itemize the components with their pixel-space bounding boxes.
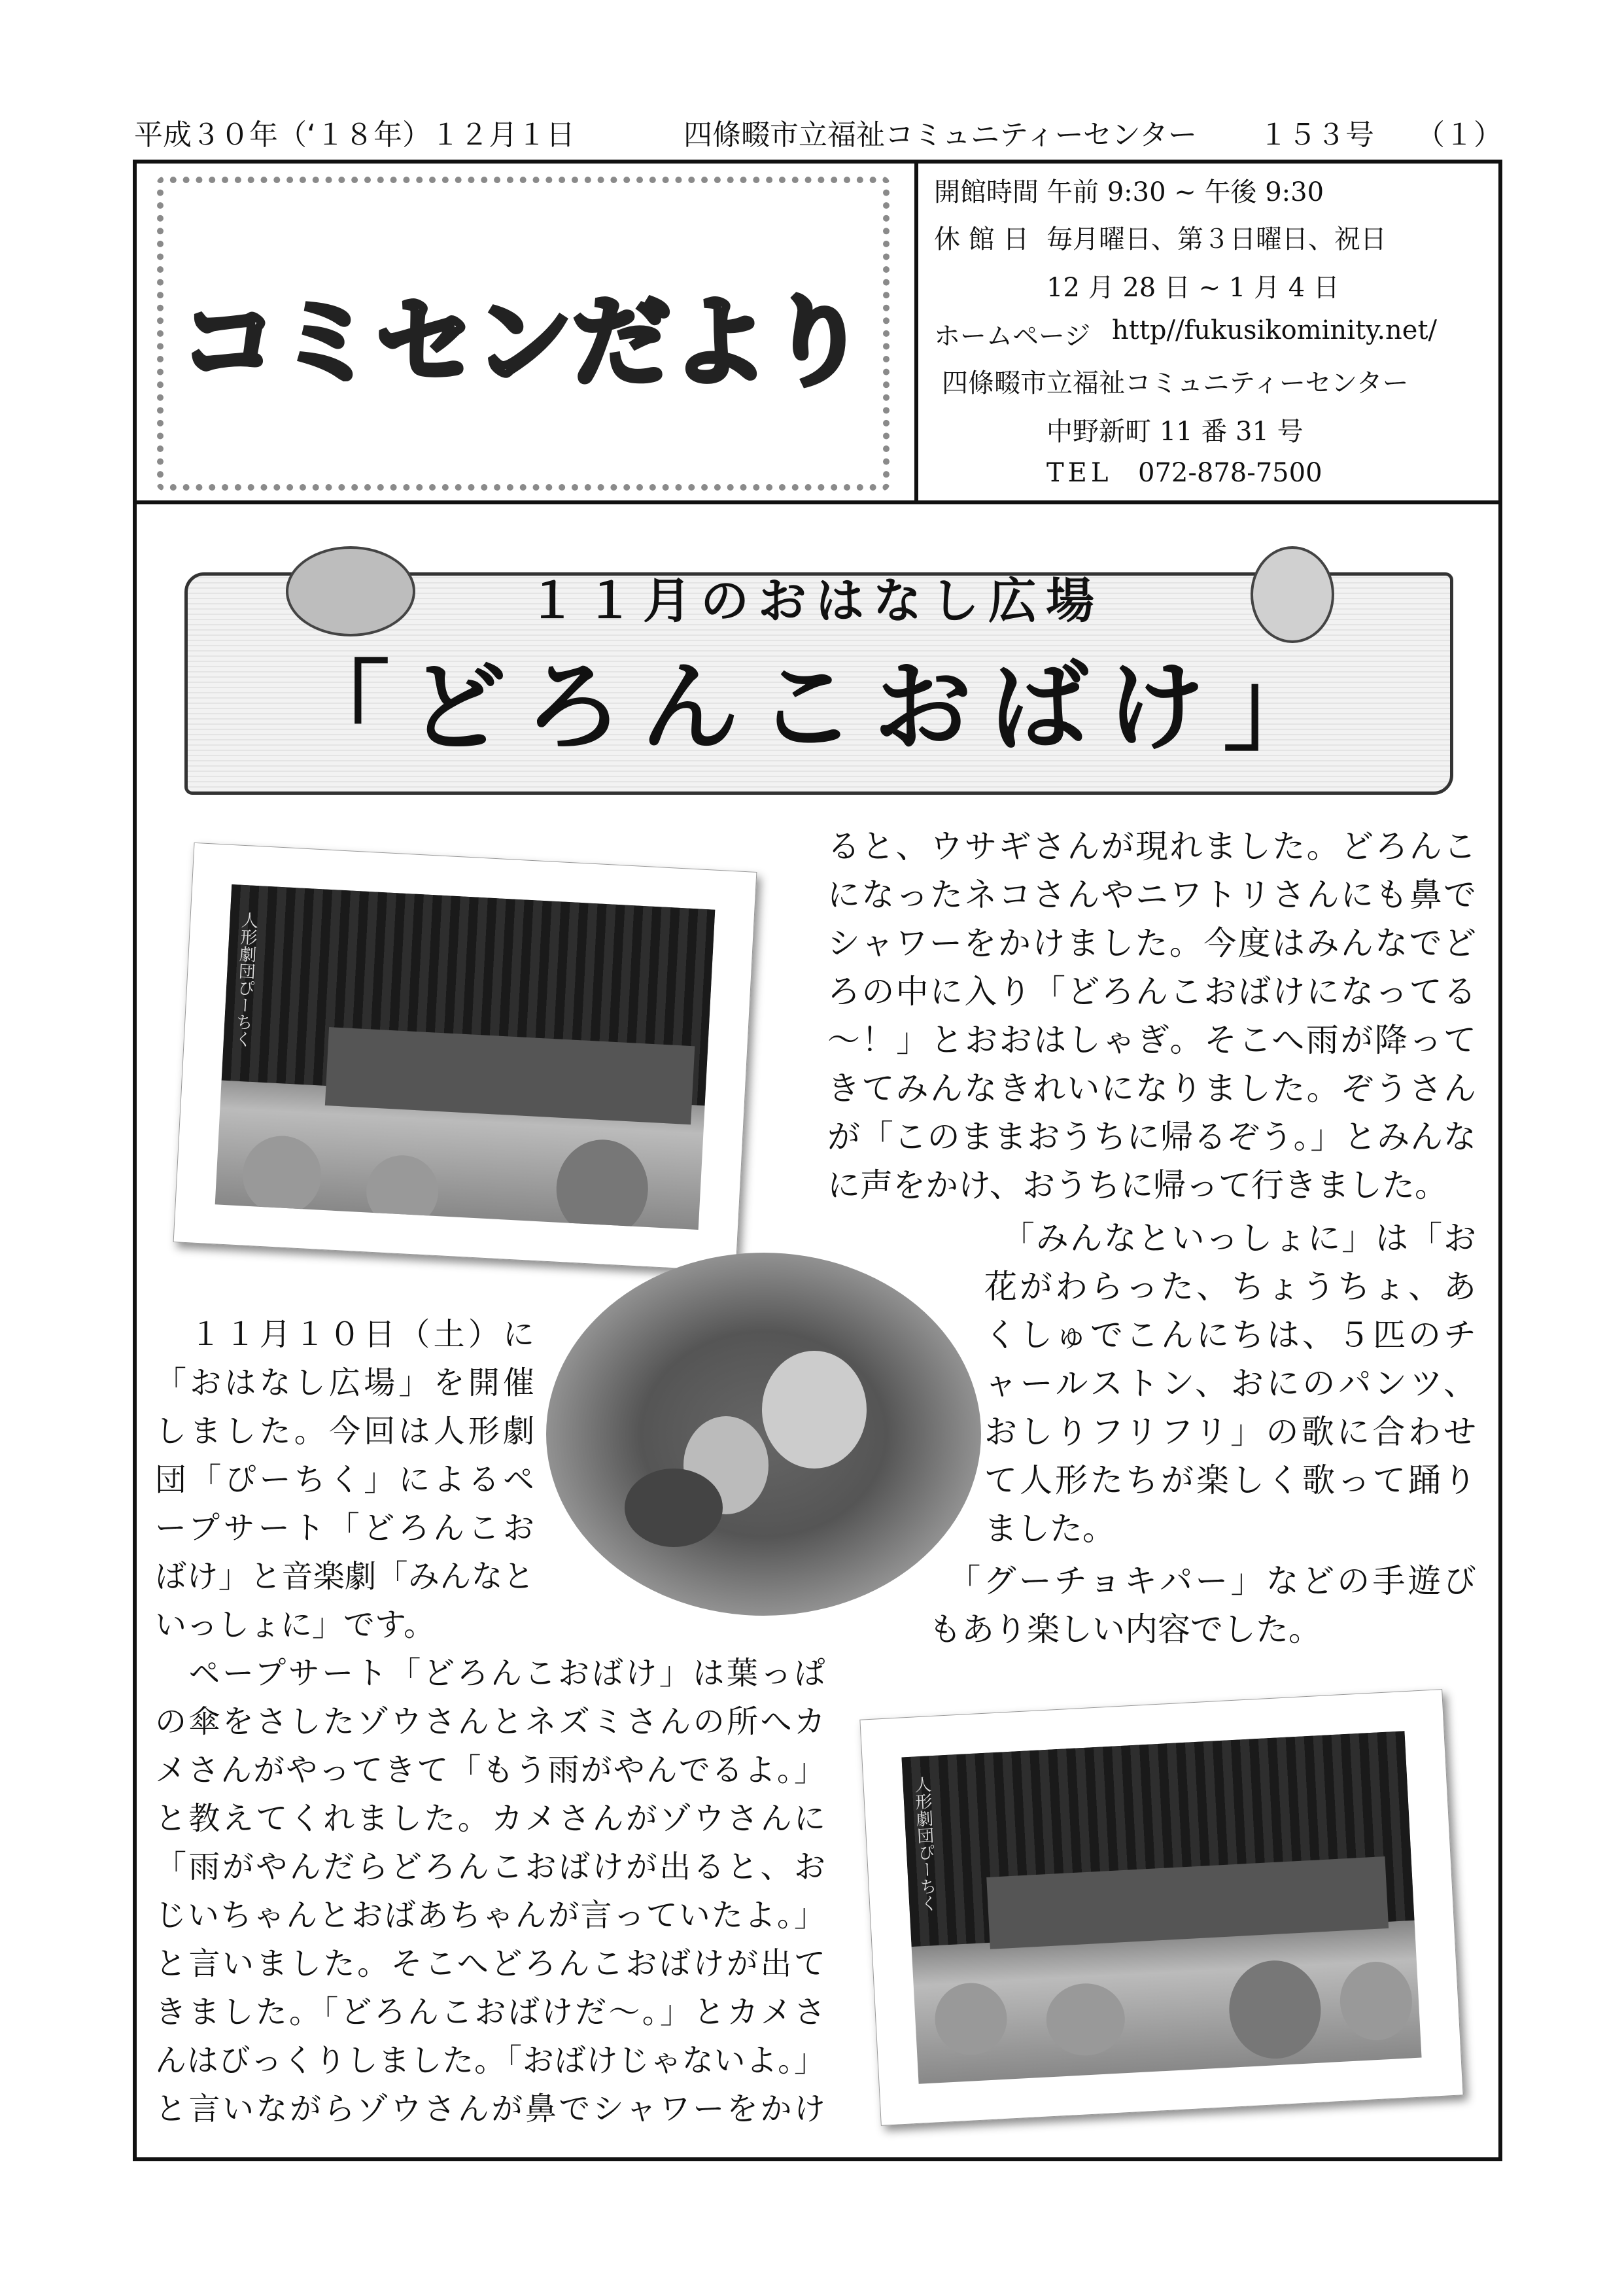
hours-value: 午前 9:30 ~ 午後 9:30	[1046, 177, 1324, 207]
page-header	[134, 111, 1501, 154]
text-line: が「このままおうちに帰るぞう。」とみんな	[827, 1118, 1476, 1156]
text-line: ると、ウサギさんが現れました。どろんこ	[827, 827, 1476, 865]
text-line: 「グーチョキパー」などの手遊び	[929, 1562, 1476, 1600]
text-line: 団「ぴーちく」によるペ	[155, 1461, 534, 1498]
photo-audience	[859, 1689, 1463, 2126]
photo-puppets-oval	[546, 1253, 981, 1616]
text-line: と言いながらゾウさんが鼻でシャワーをかけ	[155, 2091, 825, 2127]
logo-text: コミセンだより	[179, 286, 867, 400]
banner-subtitle: １１月のおはなし広場	[528, 573, 1103, 629]
homepage-link[interactable]: http//fukusikominity.net/	[1112, 315, 1438, 345]
issue-number: １５３号	[1259, 118, 1374, 152]
tel-number: 072-878-7500	[1138, 458, 1322, 488]
text-line: と教えてくれました。カメさんがゾウさんに	[155, 1800, 825, 1837]
text-line: おしりフリフリ」の歌に合わせ	[984, 1413, 1476, 1451]
masthead-vertical-divider	[914, 160, 918, 503]
address-org: 四條畷市立福祉コミュニティーセンター	[942, 368, 1409, 398]
closed-value: 毎月曜日、第３日曜日、祝日	[1046, 224, 1387, 254]
photo-stage	[173, 843, 757, 1272]
text-line: 「みんなといっしょに」は「お	[984, 1219, 1476, 1257]
text-line: ペープサート「どろんこおばけ」は葉っぱ	[155, 1655, 825, 1692]
address: 中野新町 11 番 31 号	[1046, 417, 1304, 447]
article-left-body	[155, 1649, 825, 2133]
hours-label: 開館時間	[934, 177, 1039, 207]
text-line: 〜！」とおおはしゃぎ。そこへ雨が降って	[827, 1021, 1476, 1059]
title-banner	[171, 546, 1460, 805]
text-line: じいちゃんとおばあちゃんが言っていたよ。」	[155, 1897, 825, 1934]
newsletter-logo	[157, 177, 890, 491]
text-line: くしゅでこんにちは、５匹のチ	[984, 1316, 1476, 1354]
text-line: きました。「どろんこおばけだ〜。」とカメさ	[155, 1994, 825, 2030]
text-line: もあり楽しい内容でした。	[929, 1610, 1321, 1648]
homepage-label: ホームページ	[934, 321, 1091, 351]
issue-date: 平成３０年（‘１８年）１２月１日	[134, 118, 575, 152]
article-right-mid	[984, 1214, 1476, 1553]
text-line: ャールストン、おにのパンツ、	[984, 1365, 1476, 1402]
text-line: 「おはなし広場」を開催	[155, 1365, 534, 1401]
text-line: １１月１０日（土）に	[155, 1316, 534, 1353]
photo-caption: 人形劇団ぴーちく	[232, 911, 259, 1048]
closed-dates: 12 月 28 日 ~ 1 月 4 日	[1046, 273, 1339, 303]
text-line: 「雨がやんだらどろんこおばけが出ると、お	[155, 1849, 825, 1885]
text-line: 花がわらった、ちょうちょ、あ	[984, 1268, 1476, 1306]
text-line: ました。	[984, 1510, 1115, 1548]
text-line: きてみんなきれいになりました。ぞうさん	[827, 1070, 1476, 1107]
text-line: しました。今回は人形劇	[155, 1413, 534, 1450]
article-right-top	[827, 822, 1476, 1209]
text-line: て人形たちが楽しく歌って踊り	[984, 1461, 1476, 1499]
article-left-intro	[155, 1310, 534, 1649]
text-line: の傘をさしたゾウさんとネズミさんの所へカ	[155, 1703, 825, 1740]
text-line: メさんがやってきて「もう雨がやんでるよ。」	[155, 1752, 825, 1788]
text-line: になったネコさんやニワトリさんにも鼻で	[827, 876, 1476, 914]
masthead-divider	[133, 500, 1502, 504]
article-right-end	[929, 1557, 1476, 1654]
text-line: ープサート「どろんこお	[155, 1510, 534, 1546]
tel-label: TEL	[1046, 458, 1113, 488]
banner-title: 「どろんこおばけ」	[291, 651, 1339, 765]
text-line: いっしょに」です。	[155, 1607, 436, 1643]
page-number: （１）	[1416, 118, 1502, 152]
photo-caption: 人形劇団ぴーちく	[910, 1775, 938, 1913]
text-line: ばけ」と音楽劇「みんなと	[155, 1558, 534, 1595]
text-line: シャワーをかけました。今度はみんなでど	[827, 924, 1476, 962]
organization-name: 四條畷市立福祉コミュニティーセンター	[683, 118, 1197, 152]
text-line: と言いました。そこへどろんこおばけが出て	[155, 1945, 825, 1982]
text-line: ろの中に入り「どろんこおばけになってる	[827, 973, 1476, 1011]
text-line: に声をかけ、おうちに帰って行きました。	[827, 1166, 1447, 1204]
text-line: んはびっくりしました。「おばけじゃないよ。」	[155, 2042, 825, 2079]
closed-label: 休 館 日	[934, 224, 1029, 254]
